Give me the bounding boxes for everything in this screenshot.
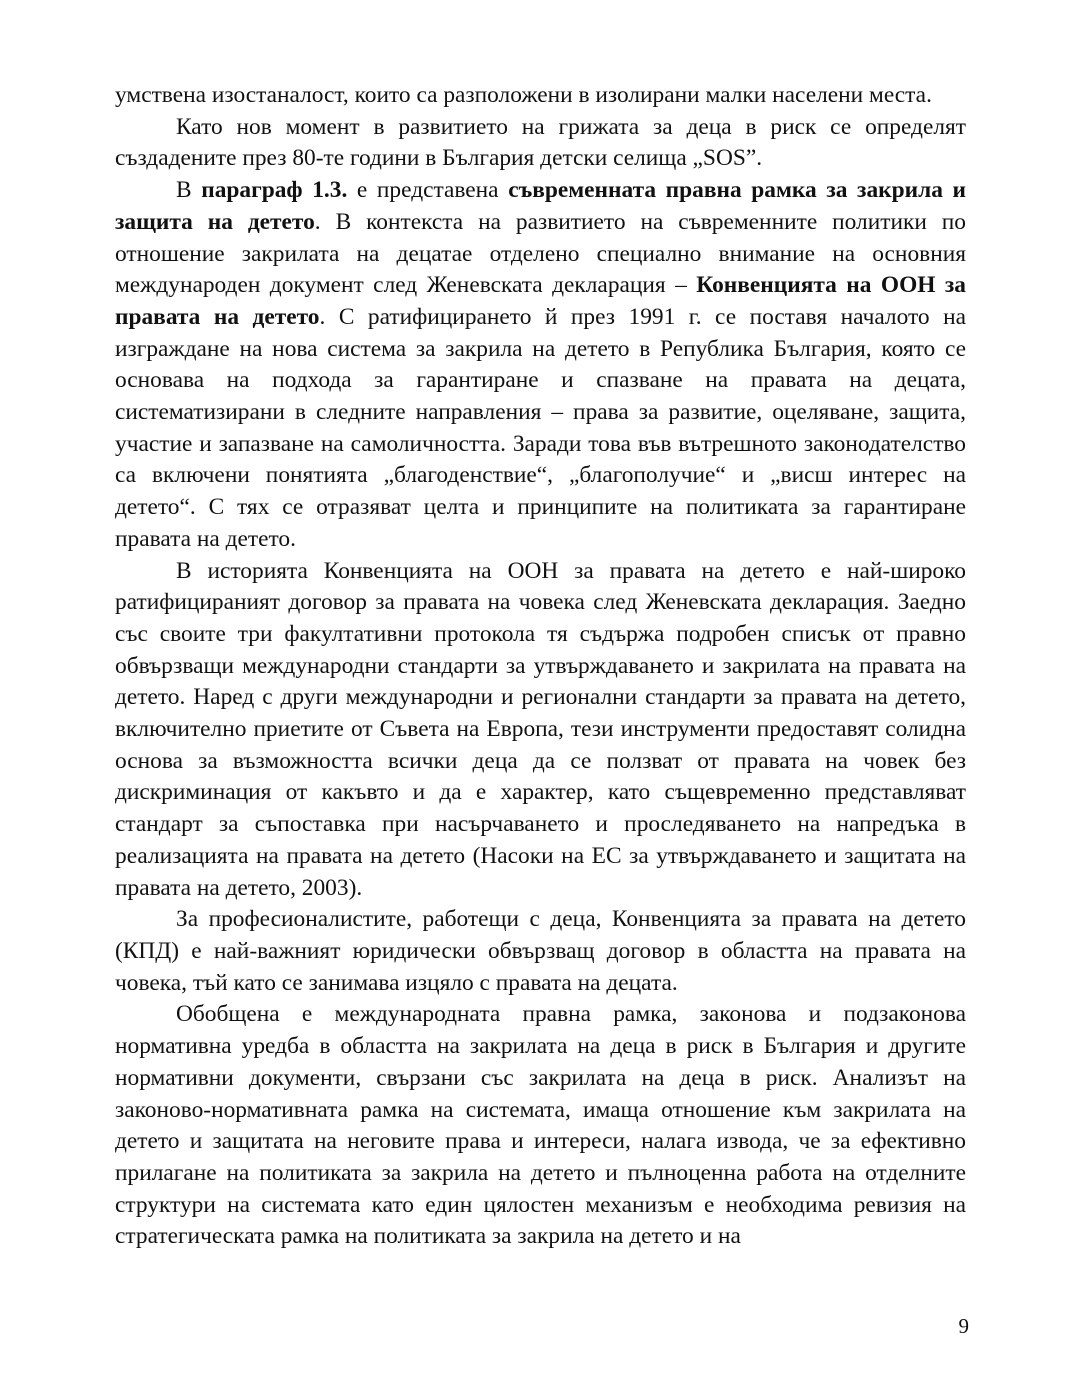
text-run: . В контекста на развитието на съвременните политики по отношение закрилата на децатае отделено специално внимание на основния международен документ след Женевската декларация – (115, 208, 966, 299)
text-run: . С ратифицирането й през 1991 г. се поставя началото на изграждане на нова система за закрила на детето в Република България, която се основава на подхода за гарантиране и спазване на правата на децата, систематизирани в следните направления – права за развитие, оцеляване, защита, участие и запазване на самоличността. Заради това във вътрешното законодателство са включени понятията „благоденствие“, „благополучие“ и „висш интерес на детето“. С тях се отразяват целта и принципите на политиката за гарантиране правата на детето. (115, 303, 966, 552)
text-run: умствена изостаналост, които са разположени в изолирани малки населени места. (115, 82, 932, 108)
text-run: В (176, 177, 202, 204)
body-paragraph (115, 556, 966, 905)
page-body-text (115, 80, 966, 1253)
page-number: 9 (958, 1314, 969, 1338)
text-run: е представена (347, 177, 509, 204)
text-run: Обобщена е международната правна рамка, законова и подзаконова нормативна уредба в областта на закрилата на деца в риск в България и другите нормативни документи, свързани със закрилата на деца в риск. Анализът на законово-нормативната рамка на системата, имаща отношение към закрилата на детето и защитата на неговите права и интереси, налага извода, че за ефективно прилагане на политиката за закрила на детето и пълноценна работа на отделните структури на системата като един цялостен механизъм е необходима ревизия на стратегическата рамка на политиката за закрила на детето и на (115, 1001, 966, 1250)
body-paragraph (115, 999, 966, 1253)
bold-text-run: параграф 1.3. (201, 177, 348, 204)
text-run: В историята Конвенцията на ООН за правата на детето е най-широко ратифицираният договор за правата на човека след Женевската декларация. Заедно със своите три факултативни протокола тя съдържа подробен списък от правно обвързващи международни стандарти за утвърждаването и закрилата на правата на детето. Наред с други международни и регионални стандарти за правата на детето, включително приетите от Съвета на Европа, тези инструменти предоставят солидна основа за възможността всички деца да се ползват от правата на човек без дискриминация от какъвто и да е характер, като същевременно представляват стандарт за съпоставка при насърчаването и проследяването на напредъка в реализацията на правата на детето (Насоки на ЕС за утвърждаването и защитата на правата на детето, 2003). (115, 557, 966, 901)
body-paragraph (115, 112, 966, 175)
bold-text-run: Конвенцията на ООН за правата на детето (115, 272, 966, 330)
body-paragraph (115, 904, 966, 999)
text-run: Като нов момент в развитието на грижата за деца в риск се определят създадените през 80-те години в България детски селища „SOS”. (115, 113, 966, 172)
bold-text-run: съвременната правна рамка за закрила и защита на детето (115, 177, 967, 235)
body-paragraph (115, 80, 966, 112)
body-paragraph (115, 175, 966, 555)
text-run: За професионалистите, работещи с деца, Конвенцията за правата на детето (КПД) е най-важният юридически обвързващ договор в областта на правата на човека, тъй като се занимава изцяло с правата на децата. (115, 906, 966, 996)
